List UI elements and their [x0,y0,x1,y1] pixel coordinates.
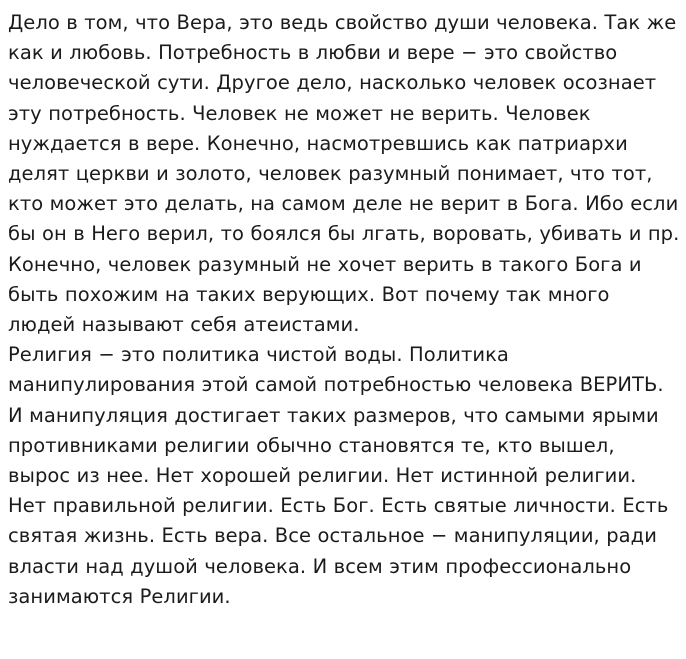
paragraph-1: Дело в том, что Вера, это ведь свойство души человека. Так же как и любовь. Потребность в любви и вере − это свойство человеческой сути. Другое дело, насколько человек осознает эту потребность. Человек не может не верить. Человек нуждается в вере. Конечно, насмотревшись как патриархи делят церкви и золото, человек разумный понимает, что тот, кто может это делать, на самом деле не верит в Бога. Ибо если бы он в Него верил, то боялся бы лгать, воровать, убивать и пр. Конечно, человек разумный не хочет верить в такого Бога и быть похожим на таких верующих. Вот почему так много людей называют себя атеистами. [8,11,680,337]
paragraph-2: Религия − это политика чистой воды. Политика манипулирования этой самой потребностью человека ВЕРИТЬ. И манипуляция достигает таких размеров, что самыми ярыми противниками религии обычно становятся те, кто вышел, вырос из нее. Нет хорошей религии. Нет истинной религии. Нет правильной религии. Есть Бог. Есть святые личности. Есть святая жизнь. Есть вера. Все остальное − манипуляции, ради власти над душой человека. И всем этим профессионально занимаются Религии. [8,343,669,608]
document-text [8,8,680,612]
